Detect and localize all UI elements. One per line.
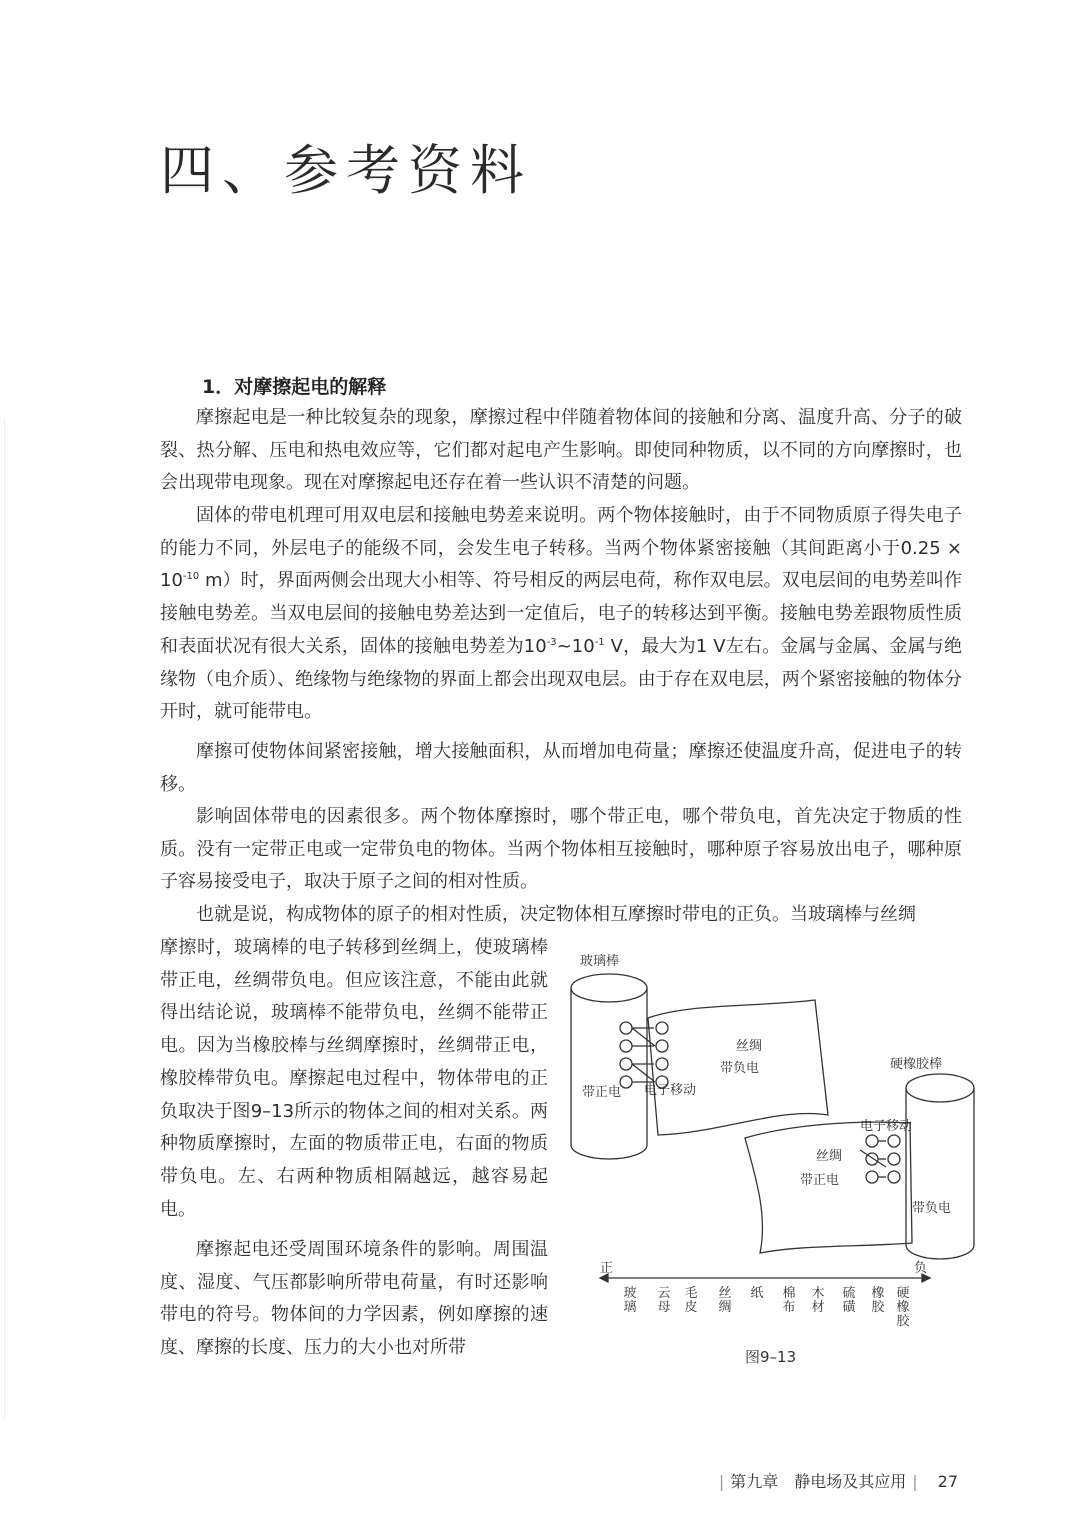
paragraph-2-part-c: ~10 [556,635,595,657]
exponent-2: -3 [546,636,557,648]
page-number: 27 [937,1472,958,1491]
label-axis-positive: 正 [600,1261,614,1276]
series-item-paper: 纸 [750,1286,764,1301]
section-heading: 1．对摩擦起电的解释 [202,376,387,398]
paragraph-2-part-b: m）时，界面两侧会出现大小相等、符号相反的两层电荷，称作双电层。双电层间的电势差叫作接触电势差。当双电层间的接触电势差达到一定值后，电子的转移达到平衡。接触电势差跟物质性质和表面状况有很大关系，固体的接触电势差为10 [160,570,962,657]
page-footer [713,1469,958,1492]
series-item-hard-rubber: 硬橡胶 [896,1286,910,1329]
footer-divider: | [718,1472,725,1491]
label-silk-bottom-charge: 带正电 [800,1173,840,1188]
glass-rod-top [571,974,647,1002]
series-item-mica: 云母 [657,1286,671,1315]
label-glass-rod: 玻璃棒 [580,954,620,969]
paragraph-2-part-d: V，最大为1 V左右。金属与金属、金属与绝缘物（电介质）、绝缘物与绝缘物的界面上都会出现双电层。由于存在双电层，两个紧密接触的物体分开时，就可能带电。 [160,635,962,723]
label-silk-bottom: 丝绸 [816,1149,843,1164]
label-silk-top-charge: 带负电 [720,1061,760,1076]
exponent-3: -1 [594,636,605,648]
chapter-title: 四、参考资料 [160,139,532,202]
footer-chapter: 第九章 静电场及其应用 [730,1472,907,1491]
figure-caption: 图9–13 [745,1348,797,1366]
paragraph-5-wrapped: 摩擦时，玻璃棒的电子转移到丝绸上，使玻璃棒带正电，丝绸带负电。但应该注意，不能由此就得出结论说，玻璃棒不能带负电，丝绸不能带正电。因为当橡胶棒与丝绸摩擦时，丝绸带正电，橡胶棒带负电。摩擦起电过程中，物体带电的正负取决于图9–13所示的物体之间的相对关系。两种物质摩擦时，左面的物质带正电，右面的物质带负电。左、右两种物质相隔越远，越容易起电。 [160,937,548,1220]
page-edge-shadow [4,420,7,1420]
series-item-wood: 木材 [811,1286,825,1315]
label-rubber-charge: 带负电 [912,1201,952,1216]
rubber-rod-top [906,1074,974,1102]
exponent-1: -10 [182,571,200,583]
label-electron-move-2: 电子移动 [860,1119,913,1134]
series-item-fur: 毛皮 [684,1286,698,1315]
paragraph-4: 影响固体带电的因素很多。两个物体摩擦时，哪个带正电，哪个带负电，首先决定于物质的性质。没有一定带正电或一定带负电的物体。当两个物体相互接触时，哪种原子容易放出电子，哪种原子容易接受电子，取决于原子之间的相对性质。 [160,806,962,893]
series-item-rubber: 橡胶 [871,1286,885,1315]
paragraph-1: 摩擦起电是一种比较复杂的现象，摩擦过程中伴随着物体间的接触和分离、温度升高、分子的破裂、热分解、压电和热电效应等，它们都对起电产生影响。即使同种物质，以不同的方向摩擦时，也会出现带电现象。现在对摩擦起电还存在着一些认识不清楚的问题。 [160,407,962,494]
series-item-silk: 丝绸 [718,1286,732,1315]
series-item-sulfur: 硫磺 [842,1286,856,1315]
label-silk-top: 丝绸 [736,1039,763,1054]
series-item-glass: 玻璃 [623,1286,637,1315]
label-axis-negative: 负 [914,1261,928,1276]
paragraph-5-first-line: 也就是说，构成物体的原子的相对性质，决定物体相互摩擦时带电的正负。当玻璃棒与丝绸 [196,904,916,925]
label-rubber-rod: 硬橡胶棒 [890,1057,943,1072]
paragraph-6: 摩擦起电还受周围环境条件的影响。周围温度、湿度、气压都影响所带电荷量，有时还影响带电的符号。物体间的力学因素，例如摩擦的速度、摩擦的长度、压力的大小也对所带 [160,1239,548,1359]
paragraph-2 [160,500,962,729]
paragraph-2-part-a: 固体的带电机理可用双电层和接触电势差来说明。两个物体接触时，由于不同物质原子得失电子的能力不同，外层电子的能级不同，会发生电子转移。当两个物体紧密接触（其间距离小于0.25 × 10 [160,505,962,592]
label-glass-charge: 带正电 [582,1085,622,1100]
series-item-cotton: 棉布 [782,1286,796,1315]
label-electron-move-1: 电子移动 [644,1083,697,1098]
glass-rod-bottom [571,1145,647,1159]
paragraph-3: 摩擦可使物体间紧密接触，增大接触面积，从而增加电荷量；摩擦还使温度升高，促进电子的转移。 [160,741,962,795]
footer-divider: | [912,1472,918,1491]
